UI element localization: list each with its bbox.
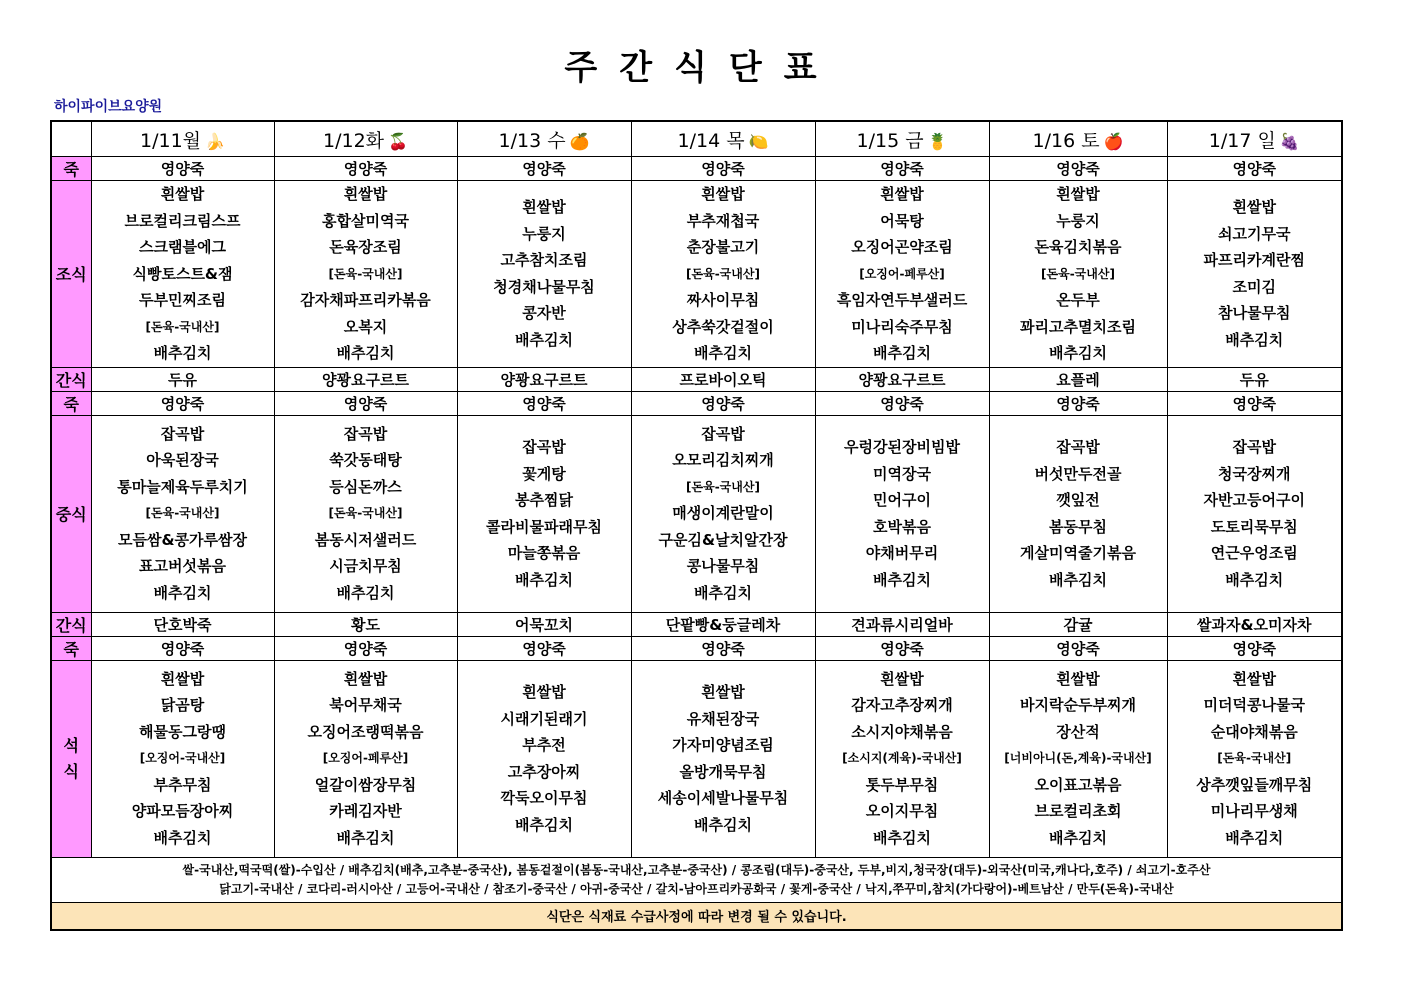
porridge-row [51,157,1342,181]
menu-item: 오복지 [343,317,388,336]
menu-item: 잡곡밥 [1232,438,1276,456]
menu-item: 배추김치 [694,583,752,602]
menu-item: 식빵토스트&잼 [132,264,233,283]
menu-item: 흰쌀밥 [160,669,205,688]
breakfast-cell [815,181,989,368]
menu-item: 흰쌀밥 [522,683,566,701]
menu-item: 연근우엉조림 [1210,544,1298,562]
weekly-menu-table [50,120,1343,931]
organization-name: 하이파이브요양원 [54,99,163,115]
menu-item: 소시지야채볶음 [851,722,953,741]
snack-cell: 견과류시리얼바 [815,612,989,636]
menu-item: 누룽지 [1056,211,1100,230]
menu-item: 흰쌀밥 [1056,669,1100,688]
snack-cell: 황도 [274,612,457,636]
menu-item: 두부민찌조림 [139,291,226,309]
menu-item: 배추김치 [336,583,395,602]
porridge-row [51,391,1342,415]
dinner-cell [457,660,631,857]
menu-item: 오징어곤약조림 [851,238,953,256]
menu-item: [오징어-페루산] [322,751,409,766]
menu-item: 잡곡밥 [1056,438,1100,456]
lunch-cell [1167,415,1342,612]
menu-item: 흰쌀밥 [160,185,205,203]
lunch-label: 중식 [51,415,91,612]
menu-item: 게살미역줄기볶음 [1020,544,1136,562]
menu-item: 파프리카계란찜 [1203,251,1305,270]
menu-item: 야채버무리 [865,544,939,562]
menu-item: 돈육장조림 [329,238,402,256]
origin-line-1: 쌀-국내산,떡국떡(쌀)-수입산 / 배추김치(배추,고추분-중국산), 봄동겉절이(봄동-국내산,고추분-중국산) / 콩조림(대두)-중국산, 두부,비지,청국장(대두)-외국산(미국,캐나다,호주) / 쇠고기-호주산 [182,862,1211,877]
menu-item: 꽈리고추멸치조림 [1020,317,1136,336]
day-header-row [51,121,1342,157]
menu-item: [돈육-국내산] [686,266,760,281]
snack-cell: 단팥빵&둥글레차 [631,612,815,636]
snack-label: 간식 [51,367,91,391]
breakfast-row [51,181,1342,368]
snack-cell: 프로바이오틱 [631,367,815,391]
menu-item: 배추김치 [1225,828,1284,847]
menu-item: [돈육-국내산] [328,266,403,281]
menu-item: [돈육-국내산] [328,506,403,521]
menu-item: [오징어-국내산] [139,751,226,766]
menu-item: 잡곡밥 [522,438,566,456]
menu-item: 등심돈까스 [329,477,402,496]
menu-item: 배추김치 [336,344,395,362]
menu-item: 배추김치 [1225,330,1284,349]
day-header: 1/17 일 🍇 [1167,121,1342,157]
porridge-cell: 영양죽 [91,391,274,415]
grape-icon: 🍇 [1279,131,1300,151]
menu-item: 도토리묵무침 [1210,517,1298,536]
lunch-cell [91,415,274,612]
menu-item: 흰쌀밥 [1232,669,1276,688]
menu-item: 돈육김치볶음 [1034,238,1122,256]
menu-item: 미역장국 [873,464,931,483]
menu-item: 참나물무침 [1218,304,1291,323]
porridge-cell: 영양죽 [989,391,1167,415]
menu-item: 자반고등어구이 [1203,491,1305,509]
snack-cell: 요플레 [989,367,1167,391]
porridge-cell: 영양죽 [1167,391,1342,415]
menu-item: 장산적 [1056,722,1100,741]
menu-item: 부추무침 [153,775,212,794]
notice-row [51,902,1342,930]
menu-item: [돈육-국내산] [145,319,220,334]
day-header: 1/15 금 🍍 [815,121,989,157]
menu-item: 구운김&날치알간장 [658,530,788,549]
menu-item: 세송이세발나물무침 [657,789,789,807]
lemon-icon: 🍋 [748,131,769,151]
dinner-cell [274,660,457,857]
menu-item: 마늘쫑볶음 [507,544,581,562]
corner-cell [51,121,91,157]
snack-cell: 두유 [1167,367,1342,391]
menu-item: 미나리무생채 [1210,802,1298,821]
menu-item: 짜사이무침 [686,291,760,309]
origin-line-2: 닭고기-국내산 / 코다리-러시아산 / 고등어-국내산 / 참조기-중국산 / 아귀-중국산 / 갈치-남아프리카공화국 / 꽃게-중국산 / 낙지,쭈꾸미,참치(가다랑어)-베트남산 / 만두(돈육)-국내산 [219,881,1174,896]
menu-item: 흰쌀밥 [701,185,745,203]
menu-item: [소시지(계육)-국내산] [842,751,962,766]
dinner-cell [989,660,1167,857]
snack-cell: 양꽝요구르트 [457,367,631,391]
breakfast-label: 조식 [51,181,91,368]
dinner-cell [1167,660,1342,857]
menu-item: 톳두부무침 [865,775,939,794]
snack-cell: 쌀과자&오미자차 [1167,612,1342,636]
origin-info [51,857,1342,902]
menu-item: 콜라비물파래무침 [486,517,602,536]
porridge-cell: 영양죽 [1167,636,1342,660]
lunch-row [51,415,1342,612]
menu-item: 배추김치 [153,828,212,847]
menu-item: 상추깻잎들깨무침 [1196,775,1313,794]
porridge-cell: 영양죽 [457,636,631,660]
menu-item: 양파모듬장아찌 [131,802,234,821]
menu-item: 봄동시저샐러드 [314,530,417,549]
porridge-cell: 영양죽 [815,391,989,415]
menu-item: 브로컬리크림스프 [124,211,241,230]
menu-item: 배추김치 [153,583,212,602]
menu-item: 배추김치 [336,828,395,847]
lunch-cell [815,415,989,612]
menu-item: 조미김 [1232,277,1276,296]
menu-item: 잡곡밥 [701,424,745,443]
menu-item: [돈육-국내산] [1217,751,1292,766]
porridge-row [51,636,1342,660]
snack-cell: 단호박죽 [91,612,274,636]
menu-item: 상추쑥갓겉절이 [672,317,774,336]
menu-item: 카레김자반 [329,802,402,821]
menu-item: 닭곰탕 [160,696,205,715]
menu-item: [돈육-국내산] [686,479,760,494]
menu-item: 콩자반 [522,304,566,323]
menu-item: 어묵탕 [880,211,924,230]
lunch-cell [457,415,631,612]
menu-item: 오이지무침 [865,802,939,821]
menu-item: 배추김치 [873,344,931,362]
menu-item: 배추김치 [873,570,931,589]
menu-item: [너비아니(돈,계육)-국내산] [1004,751,1152,766]
dinner-cell [631,660,815,857]
menu-item: 배추김치 [694,815,752,834]
menu-item: 춘장불고기 [686,238,760,256]
porridge-cell: 영양죽 [989,157,1167,181]
menu-item: 부추전 [522,736,566,754]
menu-item: 흰쌀밥 [880,669,924,688]
menu-item: 감자채파프리카볶음 [300,291,431,309]
dinner-label: 석식 [51,660,91,857]
menu-item: 바지락순두부찌개 [1020,696,1136,715]
menu-item: [돈육-국내산] [145,506,220,521]
menu-item: 통마늘제육두루치기 [117,477,248,496]
menu-item: 우렁강된장비빔밥 [844,438,960,456]
menu-item: 쑥갓동태탕 [329,451,402,470]
dinner-cell [91,660,274,857]
breakfast-cell [989,181,1167,368]
menu-item: 홍합살미역국 [322,211,409,230]
menu-item: 흰쌀밥 [522,198,566,217]
menu-item: 배추김치 [515,330,573,349]
menu-item: 배추김치 [694,344,752,362]
menu-item: 시래기된래기 [500,709,588,728]
notice-text: 식단은 식재료 수급사정에 따라 변경 될 수 있습니다. [51,902,1342,930]
menu-item: 배추김치 [873,828,931,847]
porridge-cell: 영양죽 [631,636,815,660]
menu-item: 오이표고볶음 [1034,775,1122,794]
menu-item: 잡곡밥 [160,424,205,443]
porridge-cell: 영양죽 [274,636,457,660]
day-header: 1/12화 🍒 [274,121,457,157]
dinner-cell [815,660,989,857]
menu-item: 꽃게탕 [522,464,566,483]
menu-item: 배추김치 [1049,570,1107,589]
porridge-label: 죽 [51,157,91,181]
cherry-icon: 🍒 [388,131,408,151]
menu-item: 버섯만두전골 [1034,464,1122,483]
snack-cell: 양꽝요구르트 [815,367,989,391]
menu-item: 오모리김치찌개 [672,451,774,470]
snack-row [51,612,1342,636]
snack-cell: 양꽝요구르트 [274,367,457,391]
menu-item: 흰쌀밥 [343,185,388,203]
porridge-label: 죽 [51,636,91,660]
menu-item: 흰쌀밥 [880,185,924,203]
menu-item: 고추장아찌 [507,762,581,781]
menu-item: 오징어조랭떡볶음 [307,722,424,741]
day-header: 1/13 수 🍊 [457,121,631,157]
apple-icon: 🍎 [1103,131,1124,151]
snack-row [51,367,1342,391]
menu-item: [돈육-국내산] [1041,266,1115,281]
menu-item: 미더덕콩나물국 [1203,696,1305,715]
menu-item: 청국장찌개 [1218,464,1291,483]
pineapple-icon: 🍍 [927,131,948,151]
snack-cell: 어묵꼬치 [457,612,631,636]
porridge-cell: 영양죽 [989,636,1167,660]
porridge-cell: 영양죽 [274,157,457,181]
menu-item: 부추재첩국 [686,211,760,230]
menu-item: 미나리숙주무침 [851,317,953,336]
menu-item: 흰쌀밥 [1232,198,1276,217]
menu-item: 청경채나물무침 [493,277,595,296]
day-header: 1/16 토 🍎 [989,121,1167,157]
lunch-cell [274,415,457,612]
menu-item: 순대야채볶음 [1210,722,1298,741]
menu-item: 봉추찜닭 [515,491,573,509]
banana-icon: 🍌 [205,131,225,151]
menu-item: 잡곡밥 [343,424,388,443]
porridge-cell: 영양죽 [1167,157,1342,181]
breakfast-cell [457,181,631,368]
menu-item: 감자고추장찌개 [851,696,953,715]
origin-info-row [51,857,1342,902]
porridge-cell: 영양죽 [91,636,274,660]
breakfast-cell [631,181,815,368]
orange-icon: 🍊 [569,131,590,151]
breakfast-cell [1167,181,1342,368]
day-header: 1/11월 🍌 [91,121,274,157]
menu-item: 스크램블에그 [139,238,226,256]
snack-cell: 감귤 [989,612,1167,636]
menu-item: [오징어-페루산] [859,266,945,281]
menu-item: 쇠고기무국 [1218,224,1291,243]
menu-item: 배추김치 [515,815,573,834]
menu-item: 흑임자연두부샐러드 [836,291,968,309]
menu-item: 매생이계란말이 [672,504,774,523]
menu-item: 북어무채국 [329,696,402,715]
menu-item: 배추김치 [1225,570,1284,589]
menu-item: 고추참치조림 [500,251,588,270]
breakfast-cell [274,181,457,368]
breakfast-cell [91,181,274,368]
lunch-cell [989,415,1167,612]
porridge-cell: 영양죽 [91,157,274,181]
menu-item: 흰쌀밥 [701,683,745,701]
menu-item: 흰쌀밥 [1056,185,1100,203]
menu-item: 가자미양념조림 [672,736,774,754]
menu-item: 흰쌀밥 [343,669,388,688]
menu-item: 브로컬리초회 [1034,802,1122,821]
menu-item: 아욱된장국 [146,451,219,470]
menu-item: 시금치무침 [329,557,402,576]
menu-item: 해물동그랑땡 [139,722,226,741]
porridge-cell: 영양죽 [274,391,457,415]
menu-item: 콩나물무침 [686,557,760,576]
menu-item: 호박볶음 [873,517,931,536]
porridge-cell: 영양죽 [815,636,989,660]
porridge-cell: 영양죽 [631,157,815,181]
page-title: 주간식단표 [564,48,839,88]
porridge-cell: 영양죽 [457,157,631,181]
menu-item: 민어구이 [873,491,931,509]
menu-item: 배추김치 [153,344,212,362]
menu-item: 올방개묵무침 [679,762,767,781]
menu-item: 온두부 [1056,291,1100,309]
menu-item: 배추김치 [1049,344,1107,362]
menu-item: 모듬쌈&콩가루쌈장 [117,530,247,549]
porridge-cell: 영양죽 [457,391,631,415]
menu-item: 배추김치 [515,570,573,589]
snack-label: 간식 [51,612,91,636]
porridge-label: 죽 [51,391,91,415]
menu-item: 유채된장국 [686,709,760,728]
day-header: 1/14 목 🍋 [631,121,815,157]
dinner-row [51,660,1342,857]
menu-item: 얼갈이쌈장무침 [314,775,417,794]
menu-item: 깍둑오이무침 [500,789,588,807]
menu-item: 배추김치 [1049,828,1107,847]
menu-item: 깻잎전 [1056,491,1100,509]
menu-item: 표고버섯볶음 [139,557,226,576]
porridge-cell: 영양죽 [631,391,815,415]
menu-item: 봄동무침 [1049,517,1107,536]
menu-item: 누룽지 [522,224,566,243]
snack-cell: 두유 [91,367,274,391]
porridge-cell: 영양죽 [815,157,989,181]
lunch-cell [631,415,815,612]
